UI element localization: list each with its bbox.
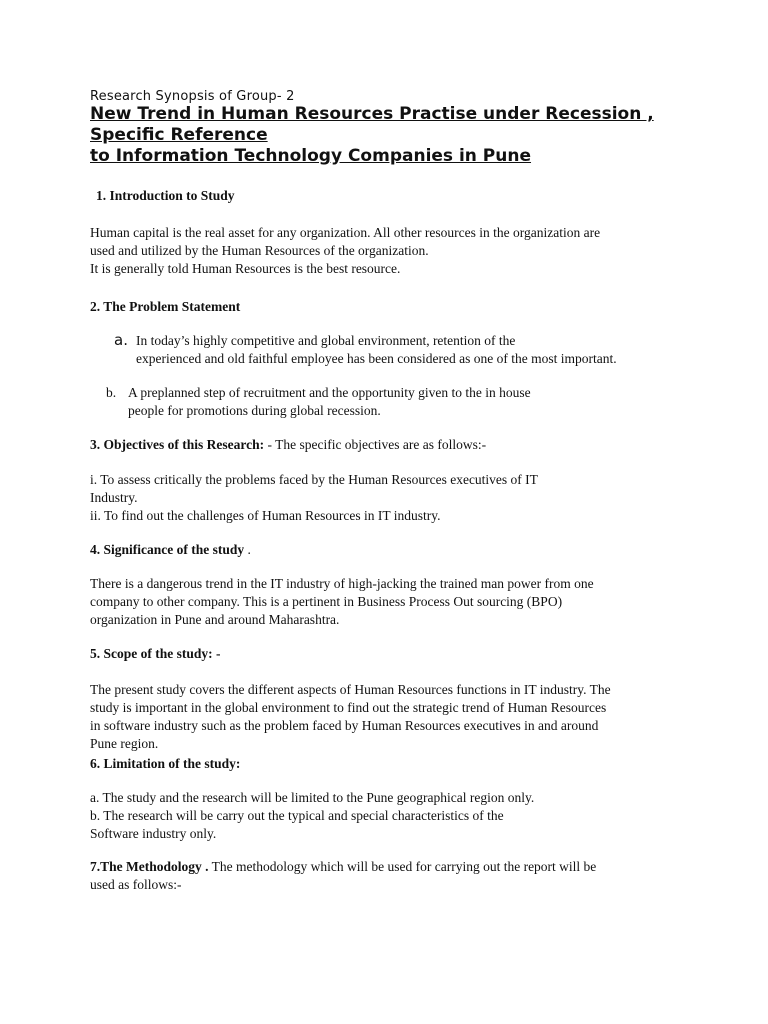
section-1-body: [90, 224, 690, 278]
paragraph-line: used and utilized by the Human Resources of the organization.: [90, 243, 429, 258]
list-item-line: In today’s highly competitive and global environment, retention of the: [136, 333, 516, 348]
paragraph-line: used as follows:-: [90, 877, 182, 892]
paragraph-line: Human capital is the real asset for any organization. All other resources in the organization are: [90, 225, 601, 240]
list-item-line: A preplanned step of recruitment and the opportunity given to the in house: [128, 385, 531, 400]
section-2-heading: 2. The Problem Statement: [90, 299, 241, 314]
list-item-line: experienced and old faithful employee has been considered as one of the most important.: [136, 351, 617, 366]
paragraph-line: The present study covers the different aspects of Human Resources functions in IT industry. The: [90, 682, 611, 697]
list-marker-b: b.: [106, 385, 117, 400]
paragraph-line: i. To assess critically the problems faced by the Human Resources executives of IT: [90, 472, 538, 487]
section-3-body: [90, 471, 690, 525]
group-line: Research Synopsis of Group- 2: [90, 89, 295, 104]
list-item-line: people for promotions during global recession.: [128, 403, 381, 418]
title-line: Specific Reference: [90, 125, 268, 145]
section-4-heading-rest: .: [244, 542, 251, 557]
problem-item-a: [136, 332, 736, 368]
paragraph-line: It is generally told Human Resources is the best resource.: [90, 261, 401, 276]
paragraph-line: company to other company. This is a pertinent in Business Process Out sourcing (BPO): [90, 594, 563, 609]
section-7-heading-line: [90, 858, 690, 876]
section-4-heading-line: [90, 541, 690, 559]
section-3-heading-rest: - The specific objectives are as follows:-: [264, 437, 487, 452]
paragraph-line: There is a dangerous trend in the IT industry of high-jacking the trained man power from one: [90, 576, 594, 591]
document-title: [90, 104, 690, 167]
section-3-heading-line: [90, 436, 690, 454]
problem-item-b: [128, 384, 728, 420]
section-3-heading: 3. Objectives of this Research:: [90, 437, 265, 452]
paragraph-line: Pune region.: [90, 736, 159, 751]
paragraph-line: a. The study and the research will be limited to the Pune geographical region only.: [90, 790, 535, 805]
section-1-heading: 1. Introduction to Study: [96, 188, 235, 203]
section-6-body: [90, 789, 690, 843]
section-7-body: [90, 858, 690, 894]
paragraph-line: Software industry only.: [90, 826, 217, 841]
section-7-heading-rest: The methodology which will be used for carrying out the report will be: [208, 859, 597, 874]
section-4-body: [90, 575, 690, 629]
paragraph-line: study is important in the global environment to find out the strategic trend of Human Resources: [90, 700, 607, 715]
section-6-heading: 6. Limitation of the study:: [90, 756, 241, 771]
section-4-heading: 4. Significance of the study: [90, 542, 245, 557]
paragraph-line: in software industry such as the problem faced by Human Resources executives in and around: [90, 718, 599, 733]
title-line: to Information Technology Companies in Pune: [90, 146, 532, 166]
paragraph-line: Industry.: [90, 490, 138, 505]
section-5-body: [90, 681, 690, 753]
paragraph-line: organization in Pune and around Maharashtra.: [90, 612, 340, 627]
paragraph-line: b. The research will be carry out the typical and special characteristics of the: [90, 808, 504, 823]
paragraph-line: ii. To find out the challenges of Human Resources in IT industry.: [90, 508, 441, 523]
section-7-heading: 7.The Methodology .: [90, 859, 209, 874]
title-line: New Trend in Human Resources Practise under Recession ,: [90, 104, 654, 124]
section-5-heading: 5. Scope of the study: -: [90, 646, 221, 661]
list-marker-a: a.: [114, 331, 128, 349]
